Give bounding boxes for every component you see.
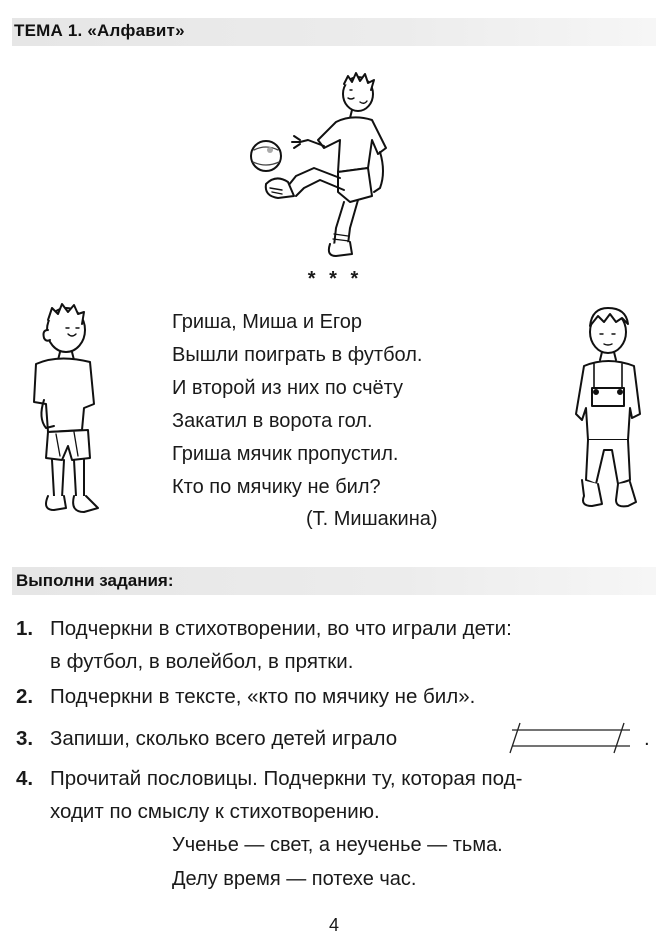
poem-line: И второй из них по счёту [172,377,404,399]
task-number: 1. [16,617,34,640]
task-item-2 [16,680,475,713]
task-number: 3. [16,727,34,750]
boy-kicking-ball-illustration [240,70,410,260]
poem [172,306,422,504]
task-number: 2. [16,685,34,708]
boy-in-overalls-illustration [570,300,650,518]
task-3-end-period: . [644,727,650,750]
proverb: Ученье — свет, а неученье — тьма. [172,834,503,856]
page-number: 4 [328,915,339,935]
poem-author: (Т. Мишакина) [306,508,438,530]
task-item-1 [16,612,512,678]
task-text: Запиши, сколько всего детей играло [50,727,398,750]
poem-line: Закатил в ворота гол. [172,410,373,432]
tasks-title: Выполни задания: [16,571,174,590]
task-text: Прочитай пословицы. Подчеркни ту, которая под- [50,767,523,790]
boy-standing-left-illustration [18,300,118,518]
poem-separator: * * * [307,268,363,290]
poem-line: Вышли поиграть в футбол. [172,344,423,366]
poem-line: Кто по мячику не бил? [172,476,381,498]
task-text-continued: в футбол, в волейбол, в прятки. [50,650,354,673]
task-text: Подчеркни в стихотворении, во что играли дети: [50,617,512,640]
poem-line: Гриша, Миша и Егор [172,311,363,333]
task-number: 4. [16,767,34,790]
task-item-4 [16,762,522,828]
answer-write-lines[interactable] [506,721,656,757]
poem-line: Гриша мячик пропустил. [172,443,399,465]
proverbs [172,828,503,896]
task-text-continued: ходит по смыслу к стихотворению. [50,800,380,823]
task-text: Подчеркни в тексте, «кто по мячику не бил». [50,685,476,708]
task-item-3 [16,722,397,755]
proverb: Делу время — потехе час. [172,868,417,890]
topic-title: ТЕМА 1. «Алфавит» [14,21,185,40]
